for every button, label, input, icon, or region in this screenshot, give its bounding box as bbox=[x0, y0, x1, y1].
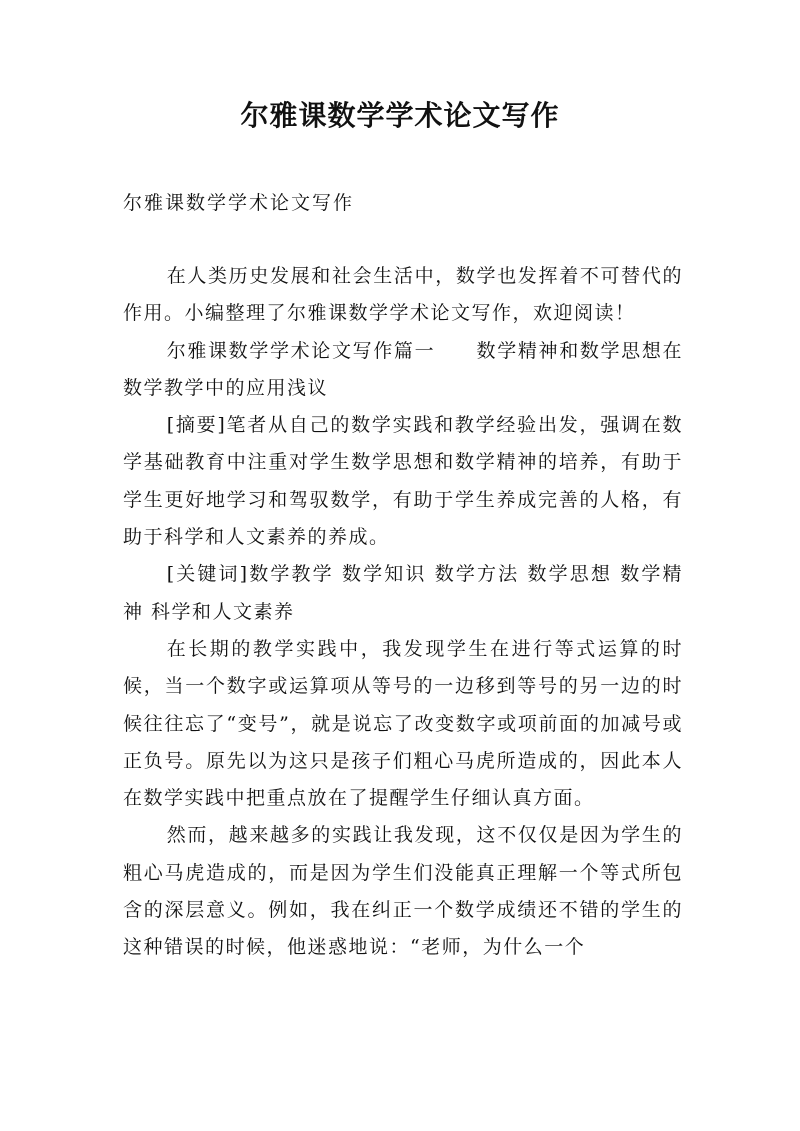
paragraph-body-1: 在长期的教学实践中，我发现学生在进行等式运算的时候，当一个数字或运算项从等号的一边移到等号的另一边的时候往往忘了“变号”，就是说忘了改变数字或项前面的加减号或正负号。原先以为这只是孩子们粗心马虎所造成的，因此本人在数学实践中把重点放在了提醒学生仔细认真方面。 bbox=[123, 637, 683, 810]
document-title: 尔雅课数学学术论文写作 bbox=[240, 99, 560, 132]
document-subtitle: 尔雅课数学学术论文写作 bbox=[123, 192, 355, 214]
paragraph-keywords: [关键词]数学教学 数学知识 数学方法 数学思想 数学精神 科学和人文素养 bbox=[123, 563, 683, 623]
paragraph-body-2: 然而，越来越多的实践让我发现，这不仅仅是因为学生的粗心马虎造成的，而是因为学生们没能真正理解一个等式所包含的深层意义。例如，我在纠正一个数学成绩还不错的学生的这种错误的时候，他迷惑地说：“老师，为什么一个 bbox=[123, 824, 683, 959]
document-body bbox=[123, 258, 683, 967]
paragraph-abstract: [摘要]笔者从自己的数学实践和教学经验出发，强调在数学基础教育中注重对学生数学思想和数学精神的培养，有助于学生更好地学习和驾驭数学，有助于学生养成完善的人格，有助于科学和人文素养的养成。 bbox=[123, 414, 683, 549]
paragraph-intro: 在人类历史发展和社会生活中，数学也发挥着不可替代的作用。小编整理了尔雅课数学学术论文写作，欢迎阅读！ bbox=[123, 265, 683, 325]
paragraph-article-heading: 尔雅课数学学术论文写作篇一 数学精神和数学思想在数学教学中的应用浅议 bbox=[123, 339, 683, 399]
